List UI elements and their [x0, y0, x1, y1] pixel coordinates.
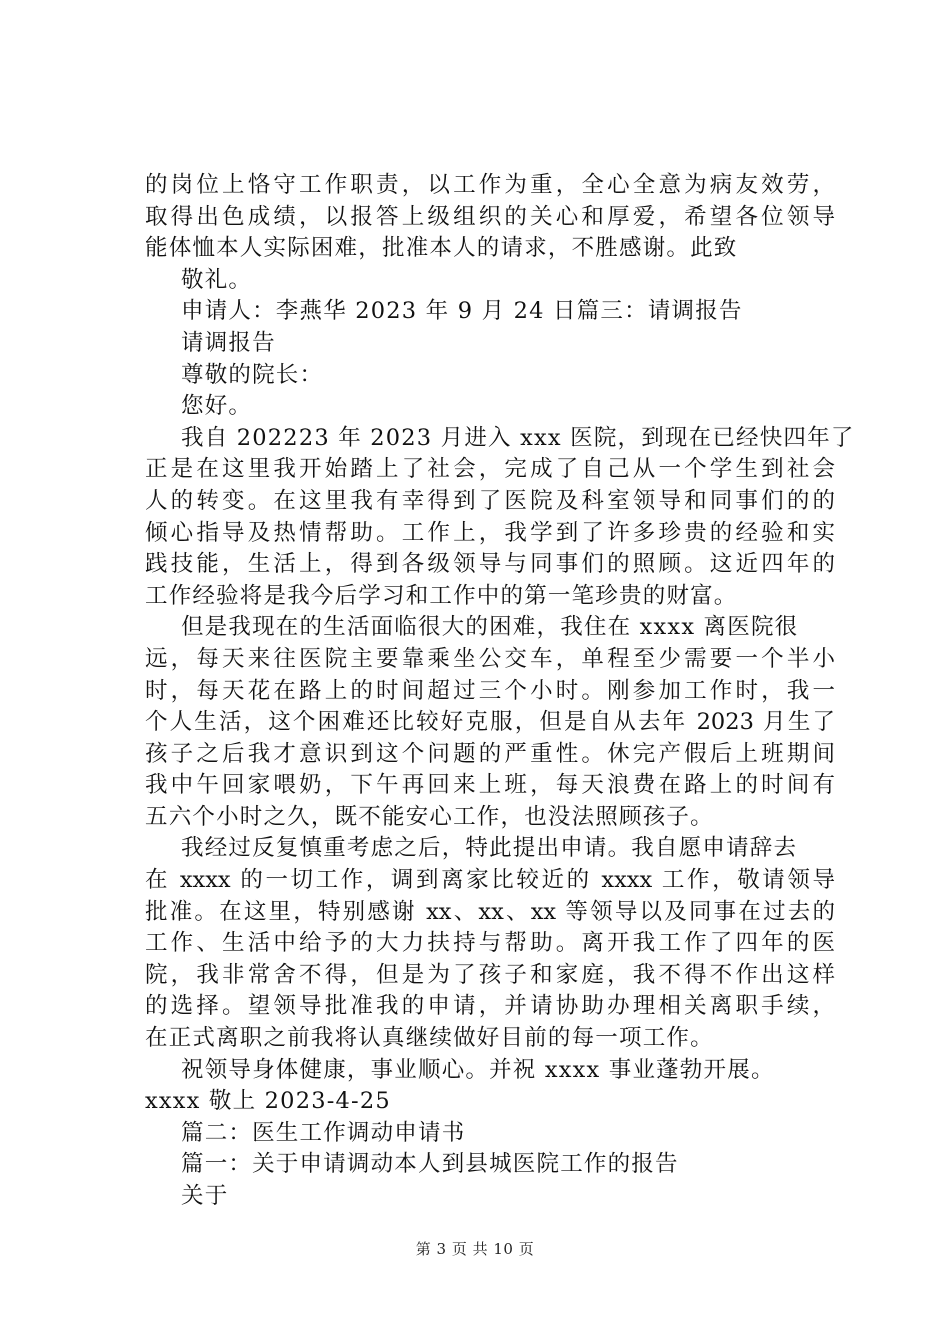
text-line: 人的转变。在这里我有幸得到了医院及科室领导和同事们的的 — [145, 487, 835, 514]
text-line: 院，我非常舍不得，但是为了孩子和家庭，我不得不作出这样 — [145, 961, 835, 988]
text-line: 取得出色成绩，以报答上级组织的关心和厚爱，希望各位领导 — [145, 203, 835, 230]
text-line: 倾心指导及热情帮助。工作上，我学到了许多珍贵的经验和实 — [145, 519, 835, 546]
text-line: 五六个小时之久，既不能安心工作，也没法照顾孩子。 — [145, 803, 714, 830]
text-line: 个人生活，这个困难还比较好克服，但是自从去年 2023 月生了 — [145, 709, 835, 736]
text-line: 工作、生活中给予的大力扶持与帮助。离开我工作了四年的医 — [145, 930, 835, 957]
text-line: 关于 — [181, 1183, 229, 1209]
text-line: 的岗位上恪守工作职责，以工作为重，全心全意为病友效劳， — [145, 172, 835, 198]
text-line: 我自 202223 年 2023 月进入 xxx 医院，到现在已经快四年了 — [181, 424, 855, 451]
text-line: 您好。 — [181, 393, 253, 420]
text-line: 正是在这里我开始踏上了社会，完成了自己从一个学生到社会 — [145, 456, 835, 483]
text-line: 请调报告 — [181, 329, 276, 356]
text-line: 践技能，生活上，得到各级领导与同事们的照顾。这近四年的 — [145, 551, 835, 578]
text-line: 尊敬的院长： — [181, 361, 324, 388]
text-line: 祝领导身体健康，事业顺心。并祝 xxxx 事业蓬勃开展。 — [181, 1056, 775, 1083]
text-line: 篇二：医生工作调动申请书 — [181, 1119, 466, 1146]
text-line: 的选择。望领导批准我的申请，并请协助办理相关离职手续， — [145, 993, 835, 1020]
text-line: 远，每天来往医院主要靠乘坐公交车，单程至少需要一个半小 — [145, 645, 835, 672]
text-line: 我中午回家喂奶，下午再回来上班，每天浪费在路上的时间有 — [145, 772, 835, 799]
text-line: 但是我现在的生活面临很大的困难，我住在 xxxx 离医院很 — [181, 614, 799, 641]
page-footer: 第 3 页 共 10 页 — [415, 1240, 535, 1258]
text-line: 批准。在这里，特别感谢 xx、xx、xx 等领导以及同事在过去的 — [145, 898, 835, 925]
text-line: 时，每天花在路上的时间超过三个小时。刚参加工作时，我一 — [145, 677, 835, 704]
text-line: 孩子之后我才意识到这个问题的严重性。休完产假后上班期间 — [145, 740, 835, 767]
text-line: 篇一：关于申请调动本人到县城医院工作的报告 — [181, 1151, 679, 1178]
text-line: 敬礼。 — [181, 266, 253, 293]
text-line: 在正式离职之前我将认真继续做好目前的每一项工作。 — [145, 1025, 714, 1052]
text-line: 工作经验将是我今后学习和工作中的第一笔珍贵的财富。 — [145, 582, 738, 609]
text-line: 能体恤本人实际困难，批准本人的请求，不胜感谢。此致 — [145, 235, 738, 262]
text-line: xxxx 敬上 2023-4-25 — [145, 1088, 391, 1115]
text-line: 申请人：李燕华 2023 年 9 月 24 日篇三：请调报告 — [181, 298, 743, 325]
document-body — [145, 170, 855, 1213]
text-line: 在 xxxx 的一切工作，调到离家比较近的 xxxx 工作，敬请领导 — [145, 867, 835, 894]
text-line: 我经过反复慎重考虑之后，特此提出申请。我自愿申请辞去 — [181, 835, 798, 862]
